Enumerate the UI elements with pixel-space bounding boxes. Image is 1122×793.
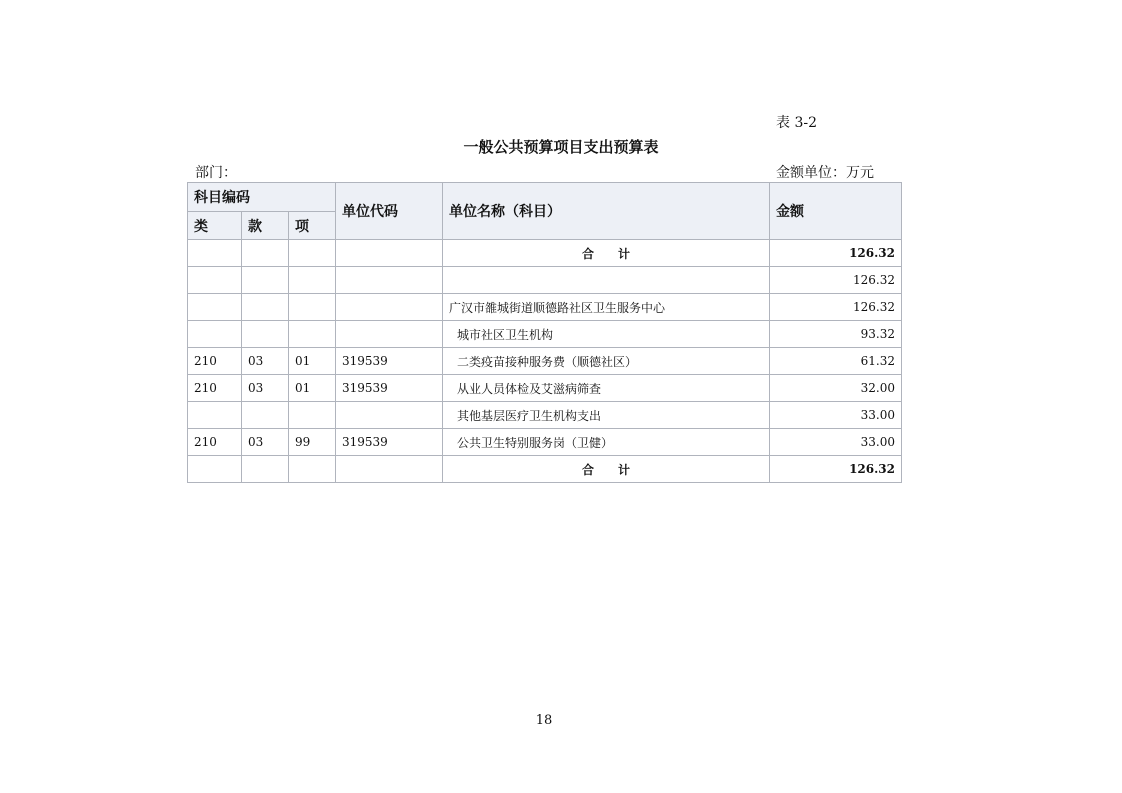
header-kuan: 款 [242,212,289,240]
cell-amount: 126.32 [770,294,902,321]
table-row [188,402,902,429]
table-row-total-top [188,240,902,267]
page-title: 一般公共预算项目支出预算表 [463,138,659,156]
header-amount: 金额 [770,183,902,240]
cell-xiang [289,402,336,429]
cell-kuan: 03 [242,375,289,402]
department-label: 部门： [195,165,237,181]
cell-kuan: 03 [242,429,289,456]
cell-kuan [242,294,289,321]
cell-xiang: 01 [289,375,336,402]
cell-xiang [289,240,336,267]
cell-kuan [242,402,289,429]
amount-unit-label: 金额单位：万元 [776,165,874,181]
page-number: 18 [535,713,553,728]
header-lei: 类 [188,212,242,240]
table-row [188,348,902,375]
cell-kuan [242,267,289,294]
cell-name: 公共卫生特别服务岗（卫健） [443,429,770,456]
cell-code [336,321,443,348]
cell-code [336,240,443,267]
cell-xiang [289,321,336,348]
cell-name: 城市社区卫生机构 [443,321,770,348]
table-row [188,267,902,294]
table-row [188,294,902,321]
cell-name: 从业人员体检及艾滋病筛查 [443,375,770,402]
table-number: 表 3-2 [776,115,817,131]
cell-kuan [242,240,289,267]
cell-name: 合 计 [443,240,770,267]
cell-code [336,267,443,294]
cell-code [336,402,443,429]
cell-xiang [289,456,336,483]
cell-name: 二类疫苗接种服务费（顺德社区） [443,348,770,375]
cell-name: 广汉市雒城街道顺德路社区卫生服务中心 [443,294,770,321]
cell-xiang: 01 [289,348,336,375]
cell-xiang [289,294,336,321]
cell-name [443,267,770,294]
cell-lei: 210 [188,348,242,375]
cell-lei [188,402,242,429]
cell-amount: 126.32 [770,267,902,294]
cell-lei: 210 [188,429,242,456]
cell-lei [188,240,242,267]
cell-amount: 33.00 [770,429,902,456]
cell-amount: 32.00 [770,375,902,402]
header-unit-name: 单位名称（科目） [443,183,770,240]
cell-amount: 33.00 [770,402,902,429]
cell-xiang [289,267,336,294]
cell-code [336,294,443,321]
cell-amount: 61.32 [770,348,902,375]
cell-name: 其他基层医疗卫生机构支出 [443,402,770,429]
cell-code: 319539 [336,375,443,402]
cell-lei [188,321,242,348]
header-subject-code: 科目编码 [188,183,336,212]
cell-xiang: 99 [289,429,336,456]
cell-kuan: 03 [242,348,289,375]
cell-kuan [242,321,289,348]
cell-code: 319539 [336,429,443,456]
cell-amount: 126.32 [770,240,902,267]
table-row [188,321,902,348]
cell-kuan [242,456,289,483]
cell-lei: 210 [188,375,242,402]
table-row [188,375,902,402]
cell-amount: 93.32 [770,321,902,348]
cell-lei [188,456,242,483]
table-row [188,429,902,456]
header-xiang: 项 [289,212,336,240]
cell-code [336,456,443,483]
cell-lei [188,267,242,294]
cell-code: 319539 [336,348,443,375]
cell-name: 合 计 [443,456,770,483]
header-unit-code: 单位代码 [336,183,443,240]
table-row-total-bottom [188,456,902,483]
cell-lei [188,294,242,321]
cell-amount: 126.32 [770,456,902,483]
budget-table [187,182,902,483]
